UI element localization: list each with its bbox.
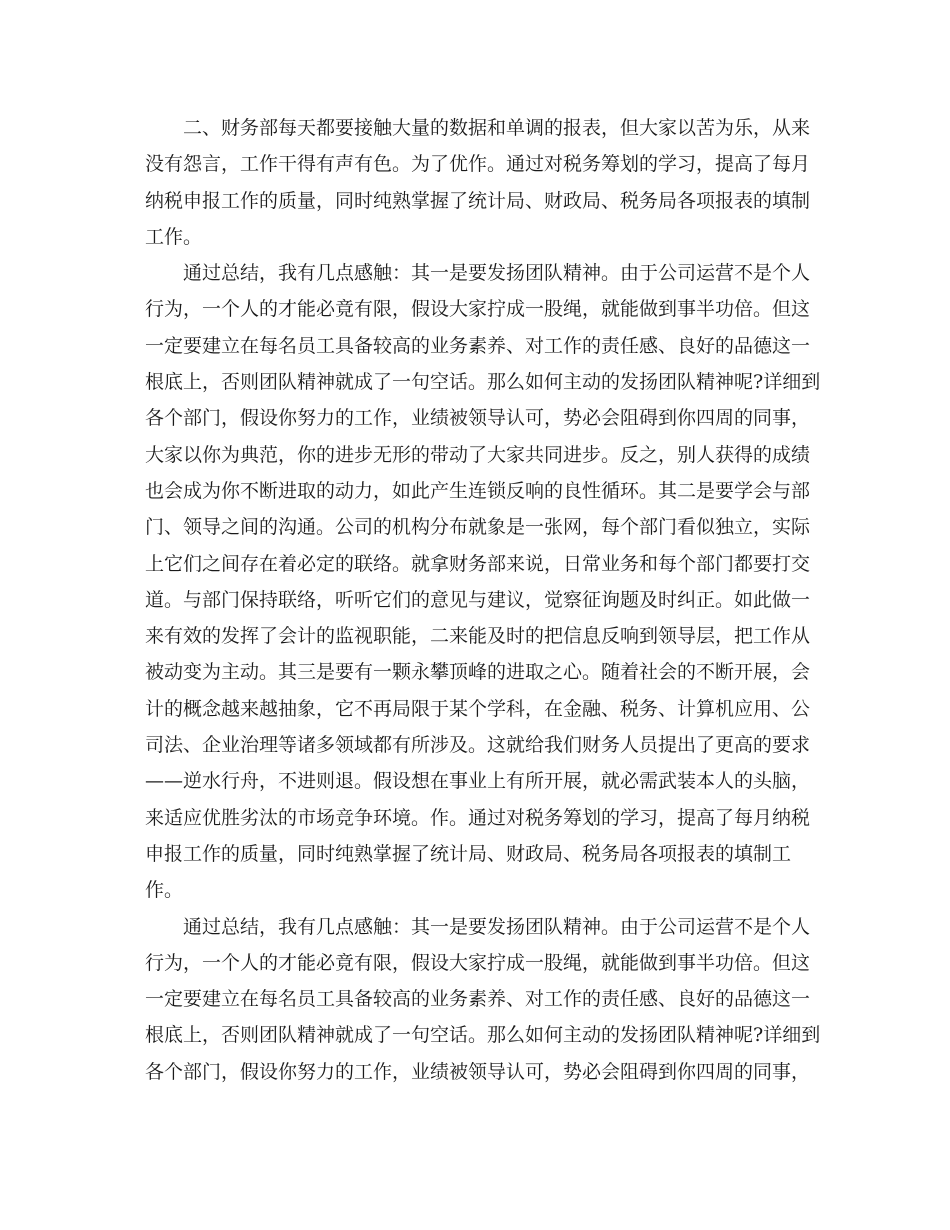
text-line: 没有怨言，工作干得有声有色。为了优作。通过对税务筹划的学习，提高了每月 <box>145 153 811 176</box>
text-line: 通过总结，我有几点感触：其一是要发扬团队精神。由于公司运营不是个人 <box>183 915 811 938</box>
text-line: 上它们之间存在着必定的联络。就拿财务部来说，日常业务和每个部门都要打交 <box>145 552 811 575</box>
text-line: 各个部门，假设你努力的工作，业绩被领导认可，势必会阻碍到你四周的同事， <box>145 407 811 430</box>
text-line: ——逆水行舟，不进则退。假设想在事业上有所开展，就必需武装本人的头脑， <box>145 770 811 793</box>
text-line: 申报工作的质量，同时纯熟掌握了统计局、财政局、税务局各项报表的填制工 <box>145 842 792 865</box>
text-line: 根底上，否则团队精神就成了一句空话。那么如何主动的发扬团队精神呢?详细到 <box>145 1024 821 1047</box>
text-line: 作。 <box>145 879 184 902</box>
text-line: 计的概念越来越抽象，它不再局限于某个学科，在金融、税务、计算机应用、公 <box>145 697 811 720</box>
text-line: 来适应优胜劣汰的市场竞争环境。作。通过对税务筹划的学习，提高了每月纳税 <box>145 806 811 829</box>
text-line: 工作。 <box>145 225 203 248</box>
document-body <box>145 110 821 1090</box>
text-line: 大家以你为典范，你的进步无形的带动了大家共同进步。反之，别人获得的成绩 <box>145 443 811 466</box>
text-line: 门、领导之间的沟通。公司的机构分布就象是一张网，每个部门看似独立，实际 <box>145 516 811 539</box>
text-line: 二、财务部每天都要接触大量的数据和单调的报表，但大家以苦为乐，从来 <box>183 117 811 139</box>
text-line: 道。与部门保持联络，听听它们的意见与建议，觉察征询题及时纠正。如此做一 <box>145 588 811 611</box>
text-line: 司法、企业治理等诸多领域都有所涉及。这就给我们财务人员提出了更高的要求 <box>145 734 811 757</box>
text-line: 各个部门，假设你努力的工作，业绩被领导认可，势必会阻碍到你四周的同事， <box>145 1060 811 1083</box>
text-line: 行为，一个人的才能必竟有限，假设大家拧成一股绳，就能做到事半功倍。但这 <box>145 951 811 974</box>
text-line: 纳税申报工作的质量，同时纯熟掌握了统计局、财政局、税务局各项报表的填制 <box>145 189 811 212</box>
text-line: 通过总结，我有几点感触：其一是要发扬团队精神。由于公司运营不是个人 <box>183 262 811 285</box>
text-line: 来有效的发挥了会计的监视职能，二来能及时的把信息反响到领导层，把工作从 <box>145 625 811 648</box>
text-line: 行为，一个人的才能必竟有限，假设大家拧成一股绳，就能做到事半功倍。但这 <box>145 298 811 321</box>
text-line: 被动变为主动。其三是要有一颗永攀顶峰的进取之心。随着社会的不断开展，会 <box>145 661 811 684</box>
text-line: 根底上，否则团队精神就成了一句空话。那么如何主动的发扬团队精神呢?详细到 <box>145 371 821 394</box>
text-line: 也会成为你不断进取的动力，如此产生连锁反响的良性循环。其二是要学会与部 <box>145 479 811 502</box>
text-line: 一定要建立在每名员工具备较高的业务素养、对工作的责任感、良好的品德这一 <box>145 988 811 1011</box>
text-line: 一定要建立在每名员工具备较高的业务素养、对工作的责任感、良好的品德这一 <box>145 334 811 357</box>
